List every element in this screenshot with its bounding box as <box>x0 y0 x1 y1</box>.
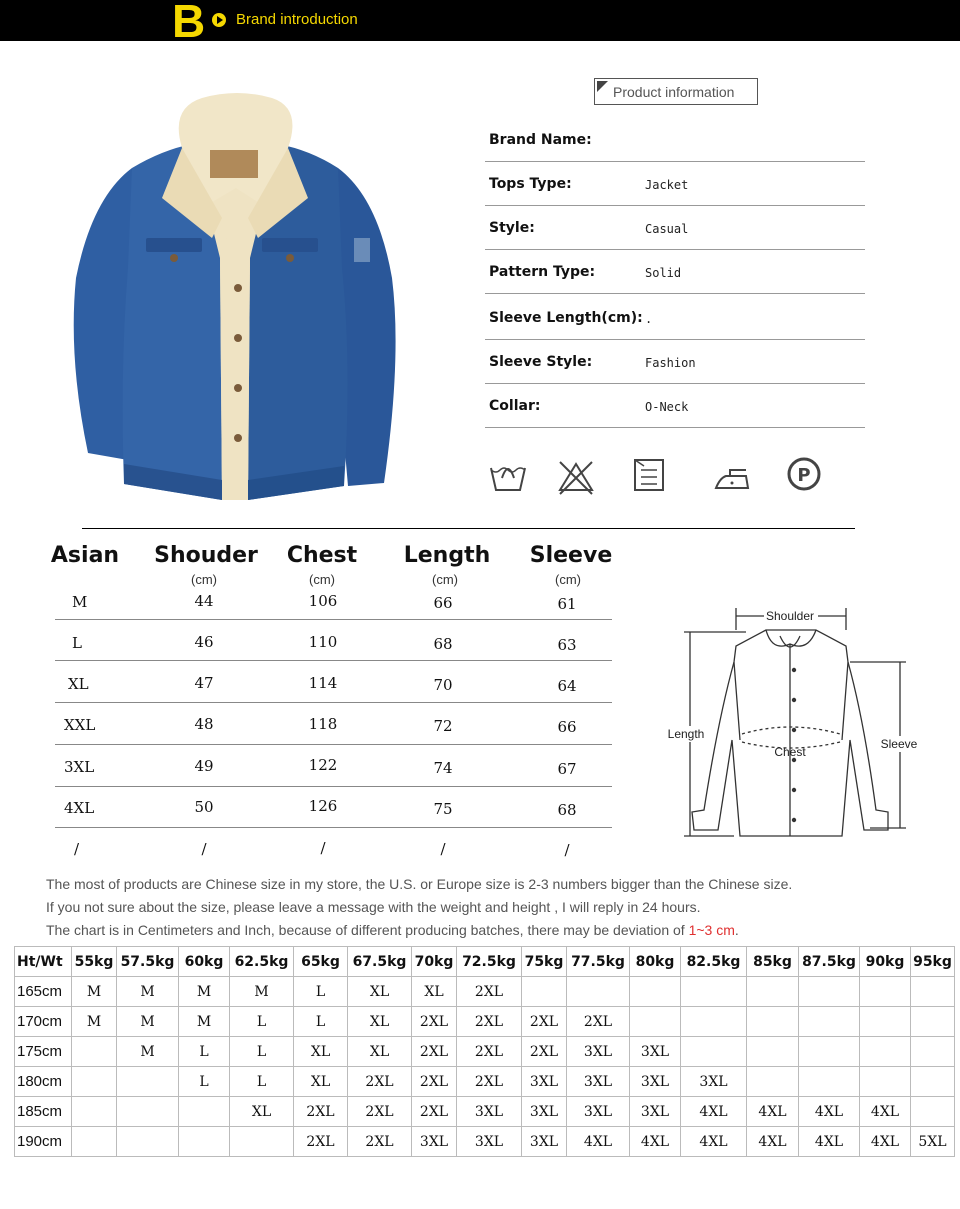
size-recommendation-cell: M <box>117 1007 179 1037</box>
size-recommendation-cell <box>72 1037 117 1067</box>
size-recommendation-cell: M <box>72 1007 117 1037</box>
row-value: Casual <box>645 222 689 236</box>
size-cell: / <box>320 839 326 857</box>
height-row <box>15 1097 955 1127</box>
size-cell: / <box>564 841 570 859</box>
size-recommendation-cell <box>911 1037 955 1067</box>
size-col-header: Asian <box>50 543 120 568</box>
size-recommendation-cell <box>799 1037 860 1067</box>
brand-letter: B <box>172 0 206 47</box>
size-recommendation-cell <box>117 1067 179 1097</box>
weight-header: 90kg <box>860 947 911 977</box>
size-recommendation-cell: L <box>230 1007 294 1037</box>
size-cell: 118 <box>308 715 338 733</box>
size-recommendation-cell <box>72 1127 117 1157</box>
size-recommendation-cell <box>747 977 799 1007</box>
size-cell: 50 <box>194 798 214 816</box>
size-recommendation-cell <box>72 1067 117 1097</box>
iron-icon <box>712 456 752 496</box>
size-col-header: Sleeve <box>529 543 613 568</box>
row-value: . <box>645 312 653 326</box>
row-value: O-Neck <box>645 400 689 414</box>
size-recommendation-cell: M <box>230 977 294 1007</box>
size-cell: 44 <box>194 592 214 610</box>
size-col-unit: (cm) <box>432 572 458 587</box>
size-cell: 110 <box>308 633 338 651</box>
size-recommendation-cell: 4XL <box>799 1097 860 1127</box>
weight-header: 80kg <box>630 947 681 977</box>
size-recommendation-cell: 4XL <box>747 1097 799 1127</box>
size-recommendation-cell: 2XL <box>348 1097 412 1127</box>
svg-text:P: P <box>797 465 811 486</box>
row-value: Solid <box>645 266 682 280</box>
size-recommendation-cell <box>681 1037 747 1067</box>
product-info-row <box>485 206 865 250</box>
size-recommendation-cell: 3XL <box>522 1097 567 1127</box>
height-label: 170cm <box>15 1007 72 1037</box>
diagram-sleeve-label: Sleeve <box>880 737 918 751</box>
size-recommendation-cell: M <box>72 977 117 1007</box>
product-info-row <box>485 384 865 428</box>
size-note: The most of products are Chinese size in my store, the U.S. or Europe size is 2-3 numbers bigger than the Chinese size. <box>46 876 793 892</box>
corner-cell: Ht/Wt <box>15 947 72 977</box>
size-recommendation-cell: 4XL <box>567 1127 630 1157</box>
size-note: If you not sure about the size, please leave a message with the weight and height , I will reply in 24 hours. <box>46 899 701 915</box>
size-recommendation-cell: M <box>179 1007 230 1037</box>
size-cell: 68 <box>557 801 577 819</box>
size-cell: L <box>72 634 82 652</box>
size-recommendation-cell: 3XL <box>630 1037 681 1067</box>
size-recommendation-cell: 2XL <box>457 1037 522 1067</box>
height-label: 165cm <box>15 977 72 1007</box>
size-recommendation-cell <box>747 1037 799 1067</box>
height-row <box>15 1037 955 1067</box>
weight-header: 62.5kg <box>230 947 294 977</box>
size-cell: 74 <box>433 759 453 777</box>
weight-header: 87.5kg <box>799 947 860 977</box>
product-info-row <box>485 118 865 162</box>
brand-header-bar <box>0 0 960 47</box>
size-recommendation-cell: 4XL <box>747 1127 799 1157</box>
size-cell: 64 <box>557 677 577 695</box>
size-recommendation-cell: 2XL <box>457 1007 522 1037</box>
size-recommendation-cell <box>911 977 955 1007</box>
weight-header: 75kg <box>522 947 567 977</box>
size-note <box>46 922 739 938</box>
size-recommendation-cell: 3XL <box>522 1127 567 1157</box>
size-recommendation-cell: 3XL <box>567 1037 630 1067</box>
size-recommendation-cell <box>747 1067 799 1097</box>
size-recommendation-cell <box>799 1007 860 1037</box>
size-recommendation-cell: XL <box>348 1007 412 1037</box>
weight-table-body <box>15 977 955 1157</box>
size-row-divider <box>55 827 612 828</box>
size-cell: 122 <box>308 756 338 774</box>
play-icon <box>212 13 226 27</box>
dry-clean-icon <box>784 456 824 496</box>
size-recommendation-cell: XL <box>294 1037 348 1067</box>
size-recommendation-cell <box>567 977 630 1007</box>
size-row-divider <box>55 702 612 703</box>
size-recommendation-cell: 3XL <box>567 1067 630 1097</box>
size-cell: 126 <box>308 797 338 815</box>
size-row-divider <box>55 744 612 745</box>
weight-header: 72.5kg <box>457 947 522 977</box>
size-recommendation-cell: 4XL <box>681 1127 747 1157</box>
height-label: 190cm <box>15 1127 72 1157</box>
row-label: Style: <box>489 220 535 236</box>
brand-intro-title: Brand introduction <box>236 11 358 28</box>
size-recommendation-cell <box>72 1097 117 1127</box>
size-recommendation-cell: 3XL <box>630 1097 681 1127</box>
size-recommendation-cell: 2XL <box>412 1037 457 1067</box>
size-recommendation-cell: L <box>230 1067 294 1097</box>
row-label: Pattern Type: <box>489 264 596 280</box>
size-cell: 106 <box>308 592 338 610</box>
size-row-divider <box>55 786 612 787</box>
note-prefix: The chart is in Centimeters and Inch, because of different producing batches, there may be deviation of <box>46 922 689 938</box>
size-cell: 66 <box>433 594 453 612</box>
size-recommendation-cell: 2XL <box>294 1097 348 1127</box>
size-row-divider <box>55 619 612 620</box>
size-recommendation-cell: 3XL <box>522 1067 567 1097</box>
size-cell: 48 <box>194 715 214 733</box>
hand-wash-icon <box>488 456 528 496</box>
size-cell: M <box>72 593 88 611</box>
size-recommendation-cell <box>179 1097 230 1127</box>
do-not-bleach-icon <box>556 456 596 496</box>
size-cell: XL <box>68 675 89 693</box>
weight-header-row <box>15 947 955 977</box>
size-recommendation-cell <box>630 1007 681 1037</box>
size-recommendation-cell: L <box>294 977 348 1007</box>
size-recommendation-cell <box>117 1127 179 1157</box>
row-label: Sleeve Length(cm): <box>489 310 643 326</box>
weight-header: 77.5kg <box>567 947 630 977</box>
measurement-diagram <box>660 600 920 845</box>
size-cell: / <box>74 840 80 858</box>
size-recommendation-cell <box>911 1007 955 1037</box>
size-recommendation-cell <box>179 1127 230 1157</box>
size-recommendation-cell: M <box>179 977 230 1007</box>
size-recommendation-cell: 5XL <box>911 1127 955 1157</box>
height-label: 185cm <box>15 1097 72 1127</box>
weight-header: 70kg <box>412 947 457 977</box>
size-cell: 46 <box>194 633 214 651</box>
size-recommendation-cell: M <box>117 977 179 1007</box>
diagram-shoulder-label: Shoulder <box>765 609 815 623</box>
size-cell: 63 <box>557 636 577 654</box>
product-info-row <box>485 296 865 340</box>
diagram-chest-label: Chest <box>774 745 806 759</box>
size-col-unit: (cm) <box>309 572 335 587</box>
size-recommendation-cell: M <box>117 1037 179 1067</box>
size-recommendation-cell: 2XL <box>412 1067 457 1097</box>
size-recommendation-cell: L <box>179 1037 230 1067</box>
size-recommendation-cell: 4XL <box>681 1097 747 1127</box>
size-recommendation-cell: 2XL <box>412 1097 457 1127</box>
size-col-unit: (cm) <box>191 572 217 587</box>
product-info-row <box>485 162 865 206</box>
size-recommendation-cell <box>911 1067 955 1097</box>
height-row <box>15 1067 955 1097</box>
size-recommendation-cell <box>522 977 567 1007</box>
size-cell: / <box>201 840 207 858</box>
size-recommendation-cell: 2XL <box>457 977 522 1007</box>
row-label: Tops Type: <box>489 176 572 192</box>
size-cell: 4XL <box>64 799 95 817</box>
size-cell: 3XL <box>64 758 95 776</box>
size-recommendation-cell: 3XL <box>681 1067 747 1097</box>
weight-header: 65kg <box>294 947 348 977</box>
size-recommendation-cell: 2XL <box>567 1007 630 1037</box>
size-recommendation-cell <box>747 1007 799 1037</box>
size-recommendation-cell <box>117 1097 179 1127</box>
size-cell: XXL <box>64 716 96 734</box>
weight-header: 67.5kg <box>348 947 412 977</box>
diagram-length-label: Length <box>667 727 705 741</box>
section-divider <box>82 528 855 529</box>
size-cell: 47 <box>194 674 214 692</box>
size-recommendation-cell: L <box>230 1037 294 1067</box>
size-cell: 61 <box>557 595 577 613</box>
size-recommendation-cell: 4XL <box>799 1127 860 1157</box>
size-recommendation-cell <box>911 1097 955 1127</box>
weight-header: 55kg <box>72 947 117 977</box>
size-recommendation-cell: L <box>294 1007 348 1037</box>
size-recommendation-cell: L <box>179 1067 230 1097</box>
tumble-dry-icon <box>630 456 670 496</box>
row-label: Brand Name: <box>489 132 592 148</box>
size-cell: 67 <box>557 760 577 778</box>
size-cell: 49 <box>194 757 214 775</box>
height-row <box>15 977 955 1007</box>
height-row <box>15 1127 955 1157</box>
row-label: Sleeve Style: <box>489 354 593 370</box>
size-recommendation-cell <box>681 1007 747 1037</box>
size-recommendation-cell <box>799 1067 860 1097</box>
size-recommendation-cell: 3XL <box>630 1067 681 1097</box>
size-recommendation-cell <box>630 977 681 1007</box>
size-recommendation-cell: 4XL <box>630 1127 681 1157</box>
size-recommendation-cell <box>860 977 911 1007</box>
size-recommendation-cell <box>860 1067 911 1097</box>
height-weight-table <box>14 946 955 1157</box>
row-value: Jacket <box>645 178 689 192</box>
size-recommendation-cell <box>860 1037 911 1067</box>
size-cell: 72 <box>433 717 453 735</box>
size-recommendation-cell: XL <box>348 977 412 1007</box>
product-info-row <box>485 340 865 384</box>
note-suffix: . <box>734 922 739 938</box>
row-label: Collar: <box>489 398 541 414</box>
size-cell: / <box>440 840 446 858</box>
size-col-header: Chest <box>286 543 358 568</box>
size-recommendation-cell <box>230 1127 294 1157</box>
height-row <box>15 1007 955 1037</box>
weight-header: 82.5kg <box>681 947 747 977</box>
deviation-highlight: 1~3 cm <box>688 922 735 938</box>
size-col-header: Shouder <box>154 543 258 568</box>
size-recommendation-cell: XL <box>348 1037 412 1067</box>
size-recommendation-cell: 2XL <box>412 1007 457 1037</box>
size-recommendation-cell: XL <box>230 1097 294 1127</box>
size-recommendation-cell: 3XL <box>412 1127 457 1157</box>
weight-header: 57.5kg <box>117 947 179 977</box>
size-recommendation-cell: 3XL <box>457 1097 522 1127</box>
size-recommendation-cell: 3XL <box>457 1127 522 1157</box>
size-row-divider <box>55 660 612 661</box>
size-recommendation-cell: 4XL <box>860 1097 911 1127</box>
size-recommendation-cell: 2XL <box>522 1007 567 1037</box>
weight-header: 60kg <box>179 947 230 977</box>
jacket-product-image <box>62 88 408 508</box>
size-recommendation-cell <box>799 977 860 1007</box>
row-value: Fashion <box>645 356 696 370</box>
size-cell: 68 <box>433 635 453 653</box>
size-recommendation-cell: 2XL <box>522 1037 567 1067</box>
size-col-unit: (cm) <box>555 572 581 587</box>
size-cell: 75 <box>433 800 453 818</box>
size-recommendation-cell: XL <box>412 977 457 1007</box>
size-cell: 66 <box>557 718 577 736</box>
size-recommendation-cell <box>860 1007 911 1037</box>
weight-header: 95kg <box>911 947 955 977</box>
height-label: 180cm <box>15 1067 72 1097</box>
size-cell: 114 <box>308 674 338 692</box>
product-info-label: Product information <box>594 78 758 105</box>
size-recommendation-cell: 2XL <box>294 1127 348 1157</box>
size-recommendation-cell <box>681 977 747 1007</box>
size-recommendation-cell: 2XL <box>348 1067 412 1097</box>
size-recommendation-cell: XL <box>294 1067 348 1097</box>
height-label: 175cm <box>15 1037 72 1067</box>
size-col-header: Length <box>403 543 491 568</box>
weight-header: 85kg <box>747 947 799 977</box>
size-recommendation-cell: 2XL <box>457 1067 522 1097</box>
product-info-row <box>485 250 865 294</box>
size-recommendation-cell: 4XL <box>860 1127 911 1157</box>
size-cell: 70 <box>433 676 453 694</box>
size-recommendation-cell: 2XL <box>348 1127 412 1157</box>
size-recommendation-cell: 3XL <box>567 1097 630 1127</box>
